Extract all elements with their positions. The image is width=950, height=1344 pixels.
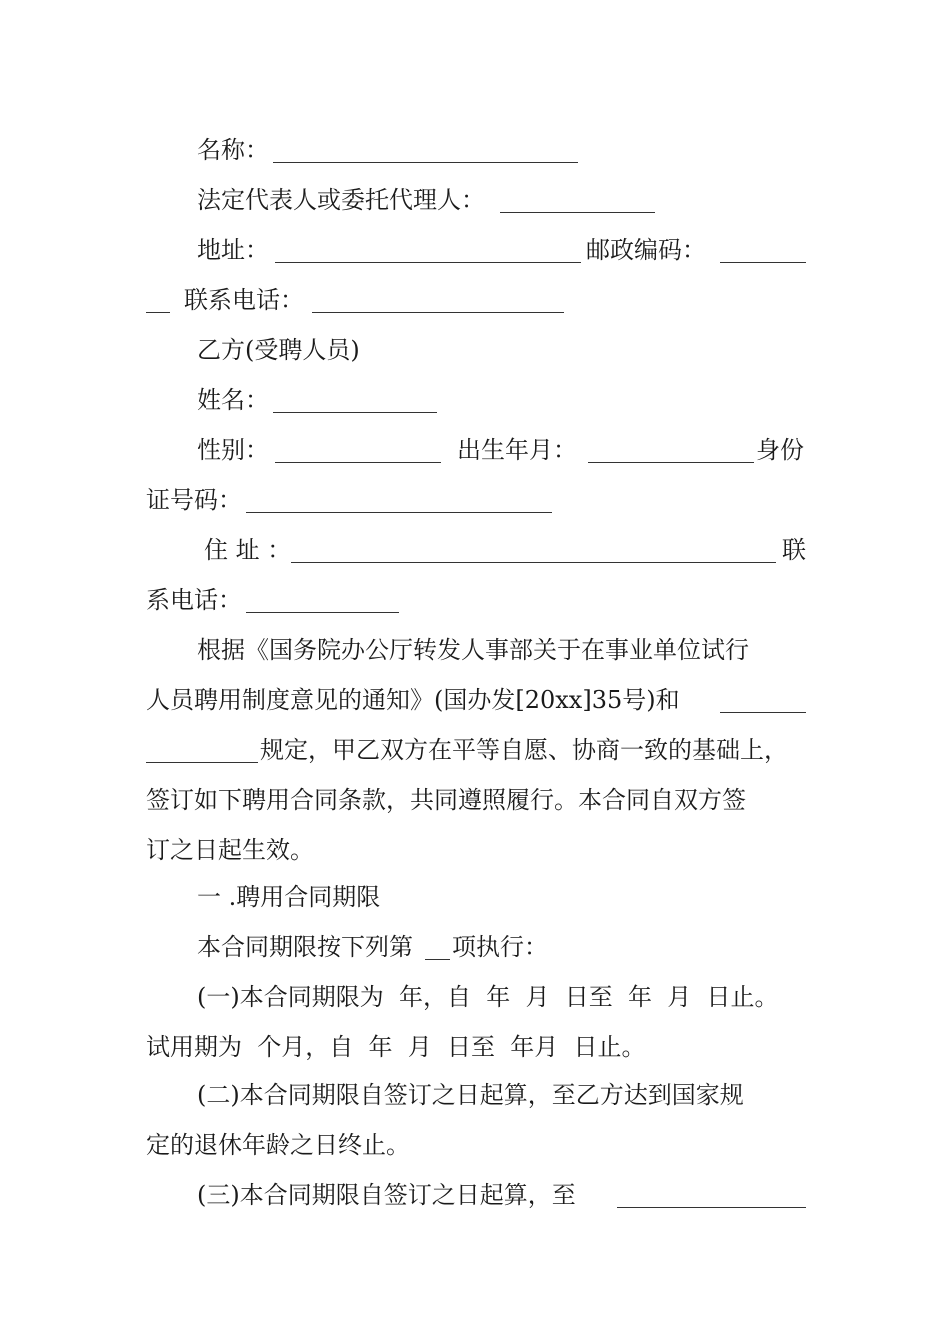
party-b-residence-blank[interactable]	[291, 562, 776, 563]
preamble-line-5	[0, 825, 950, 875]
section1-item1-text1: (一)本合同期限为 年，自 年 月 日至 年 月 日止。	[197, 983, 779, 1011]
party-a-address-blank[interactable]	[275, 262, 581, 263]
party-b-residence-label: 住 址 ：	[204, 536, 292, 564]
preamble-text-2: 人员聘用制度意见的通知》(国办发[20xx]35号)和	[146, 686, 680, 714]
section1-item3-text1: (三)本合同期限自签订之日起算，至	[197, 1181, 576, 1209]
party-a-rep-label: 法定代表人或委托代理人：	[197, 186, 485, 214]
party-a-rep-row	[0, 175, 950, 225]
section1-item1-text2: 试用期为 个月，自 年 月 日至 年月 日止。	[146, 1033, 646, 1061]
party-b-phone-label-part1: 联	[782, 536, 806, 564]
party-b-birth-label: 出生年月：	[457, 436, 577, 464]
preamble-text-4: 签订如下聘用合同条款，共同遵照履行。本合同自双方签	[146, 786, 746, 814]
party-b-birth-blank[interactable]	[588, 462, 754, 463]
party-a-postcode-label: 邮政编码：	[586, 236, 706, 264]
section1-item3-end-blank[interactable]	[617, 1207, 806, 1208]
party-a-phone-blank[interactable]	[312, 312, 564, 313]
party-b-phone-label-part2: 系电话：	[146, 586, 242, 614]
party-b-id-row	[0, 475, 950, 525]
section1-item2-line2	[0, 1120, 950, 1170]
section1-intro-after: 项执行：	[452, 933, 548, 961]
preamble-text-5: 订之日起生效。	[146, 836, 314, 864]
party-b-id-label-part2: 证号码：	[146, 486, 242, 514]
section1-item2-line1	[0, 1070, 950, 1120]
section1-heading: 一 .聘用合同期限	[197, 883, 381, 911]
party-a-name-label: 名称：	[197, 136, 269, 164]
preamble-regulation-blank[interactable]	[720, 712, 806, 713]
party-b-heading-row	[0, 325, 950, 375]
preamble-line-1	[0, 625, 950, 675]
party-a-name-row	[0, 125, 950, 175]
party-b-id-blank[interactable]	[246, 512, 552, 513]
section1-item1-line1	[0, 972, 950, 1022]
section1-item3-line1	[0, 1170, 950, 1220]
party-a-phone-label: 联系电话：	[184, 286, 304, 314]
preamble-text-3: 规定，甲乙双方在平等自愿、协商一致的基础上，	[260, 736, 788, 764]
party-b-phone-blank[interactable]	[246, 612, 399, 613]
section1-item1-line2	[0, 1022, 950, 1072]
party-a-postcode-blank[interactable]	[720, 262, 806, 263]
party-a-phone-row	[0, 275, 950, 325]
party-b-gender-label: 性别：	[197, 436, 269, 464]
party-b-name-row	[0, 375, 950, 425]
preamble-line-4	[0, 775, 950, 825]
party-a-rep-blank[interactable]	[500, 212, 655, 213]
preamble-line-3	[0, 725, 950, 775]
section1-option-blank[interactable]	[425, 959, 450, 960]
party-a-postcode-blank-cont[interactable]	[146, 312, 170, 313]
section1-intro-before: 本合同期限按下列第	[197, 933, 413, 961]
preamble-regulation-blank-cont[interactable]	[146, 762, 258, 763]
section1-intro-row	[0, 922, 950, 972]
section1-item2-text1: (二)本合同期限自签订之日起算，至乙方达到国家规	[197, 1081, 744, 1109]
party-b-gender-row	[0, 425, 950, 475]
preamble-text-1: 根据《国务院办公厅转发人事部关于在事业单位试行	[197, 636, 749, 664]
party-b-id-label-part1: 身份	[756, 436, 804, 464]
party-b-residence-row	[0, 525, 950, 575]
party-b-phone-row	[0, 575, 950, 625]
party-a-address-row	[0, 225, 950, 275]
section1-heading-row	[0, 872, 950, 922]
section1-item2-text2: 定的退休年龄之日终止。	[146, 1131, 410, 1159]
preamble-line-2	[0, 675, 950, 725]
party-b-name-label: 姓名：	[197, 386, 269, 414]
party-a-name-blank[interactable]	[273, 162, 578, 163]
party-a-address-label: 地址：	[197, 236, 269, 264]
party-b-name-blank[interactable]	[273, 412, 437, 413]
party-b-gender-blank[interactable]	[275, 462, 441, 463]
party-b-heading: 乙方(受聘人员)	[197, 336, 360, 364]
